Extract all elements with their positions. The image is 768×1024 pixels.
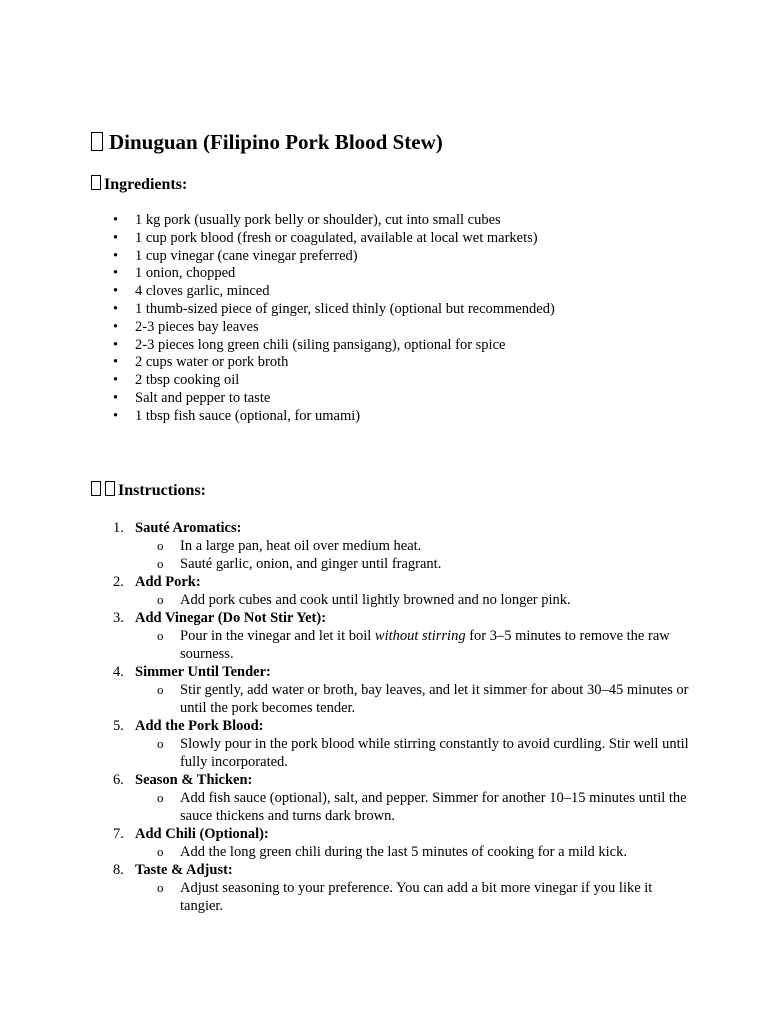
missing-glyph-icon: [105, 481, 115, 496]
ingredient-text: 1 thumb-sized piece of ginger, sliced thinly (optional but recommended): [135, 300, 555, 317]
instruction-step: [91, 519, 691, 573]
substep-list: [135, 681, 691, 717]
instruction-step: [91, 861, 691, 915]
step-number: 7.: [113, 826, 124, 842]
bullet-icon: •: [113, 265, 119, 282]
ingredient-item: [91, 248, 711, 266]
ingredient-item: [91, 390, 711, 408]
substep-list: [135, 789, 691, 825]
substep-text: Add fish sauce (optional), salt, and pepper. Simmer for another 10–15 minutes until the sauce thickens and turns dark brown.: [180, 790, 687, 824]
step-title: Simmer Until Tender:: [135, 664, 271, 680]
missing-glyph-icon: [91, 175, 101, 190]
circle-bullet-icon: o: [157, 628, 164, 643]
bullet-icon: •: [113, 354, 119, 371]
ingredient-text: 1 tbsp fish sauce (optional, for umami): [135, 407, 361, 424]
ingredient-text: 1 cup vinegar (cane vinegar preferred): [135, 247, 358, 264]
substep-text: Add pork cubes and cook until lightly browned and no longer pink.: [180, 592, 571, 608]
circle-bullet-icon: o: [157, 790, 164, 805]
circle-bullet-icon: o: [157, 844, 164, 859]
missing-glyph-icon: [91, 481, 101, 496]
recipe-title-text: Dinuguan (Filipino Pork Blood Stew): [109, 130, 443, 154]
bullet-icon: •: [113, 300, 119, 317]
substep-text-after: for 3–5 minutes to remove the raw sourness.: [180, 628, 670, 662]
circle-bullet-icon: o: [157, 556, 164, 571]
ingredient-list: [91, 212, 711, 426]
instruction-step: [91, 609, 691, 663]
instructions-heading: [91, 481, 206, 501]
substep-item: [135, 537, 691, 555]
step-title: Season & Thicken:: [135, 772, 253, 788]
step-title: Add Chili (Optional):: [135, 826, 269, 842]
substep-list: [135, 537, 691, 573]
substep-emphasis: without stirring: [374, 628, 466, 644]
substep-item: [135, 591, 691, 609]
circle-bullet-icon: o: [157, 736, 164, 751]
ingredient-item: [91, 301, 711, 319]
substep-item: [135, 789, 691, 825]
substep-item: [135, 627, 691, 663]
ingredients-heading: [91, 175, 187, 195]
bullet-icon: •: [113, 247, 119, 264]
substep-text: In a large pan, heat oil over medium heat.: [180, 538, 422, 554]
ingredient-text: 4 cloves garlic, minced: [135, 283, 270, 300]
bullet-icon: •: [113, 212, 119, 228]
step-number: 8.: [113, 862, 124, 878]
instruction-step: [91, 717, 691, 771]
step-title: Add the Pork Blood:: [135, 718, 264, 734]
step-title: Add Vinegar (Do Not Stir Yet):: [135, 610, 327, 626]
substep-list: [135, 627, 691, 663]
circle-bullet-icon: o: [157, 880, 164, 895]
step-number: 1.: [113, 520, 124, 536]
ingredient-item: [91, 408, 711, 426]
ingredients-heading-text: Ingredients:: [104, 176, 188, 193]
ingredient-item: [91, 212, 711, 230]
substep-item: [135, 555, 691, 573]
ingredient-item: [91, 337, 711, 355]
instruction-step: [91, 663, 691, 717]
substep-list: [135, 735, 691, 771]
instruction-list: [91, 519, 691, 915]
bullet-icon: •: [113, 283, 119, 300]
substep-list: [135, 843, 691, 861]
substep-text: Slowly pour in the pork blood while stirring constantly to avoid curdling. Stir well until fully incorporated.: [180, 736, 689, 770]
substep-text: Sauté garlic, onion, and ginger until fragrant.: [180, 556, 442, 572]
substep-text-before: Pour in the vinegar and let it boil: [180, 628, 375, 644]
step-number: 3.: [113, 610, 124, 626]
step-number: 6.: [113, 772, 124, 788]
instruction-step: [91, 573, 691, 609]
substep-list: [135, 879, 691, 915]
recipe-title: [91, 128, 443, 156]
substep-item: [135, 735, 691, 771]
substep-list: [135, 591, 691, 609]
instruction-step: [91, 825, 691, 861]
circle-bullet-icon: o: [157, 682, 164, 697]
substep-text: Add the long green chili during the last 5 minutes of cooking for a mild kick.: [180, 844, 627, 860]
ingredient-item: [91, 230, 711, 248]
missing-glyph-icon: [91, 132, 103, 151]
instruction-step: [91, 771, 691, 825]
substep-item: [135, 879, 691, 915]
bullet-icon: •: [113, 336, 119, 353]
ingredient-text: 1 cup pork blood (fresh or coagulated, available at local wet markets): [135, 229, 538, 246]
substep-text: Stir gently, add water or broth, bay leaves, and let it simmer for about 30–45 minutes or until the pork becomes tender.: [180, 682, 689, 716]
ingredient-item: [91, 354, 711, 372]
instructions-heading-text: Instructions:: [118, 482, 207, 499]
bullet-icon: •: [113, 318, 119, 335]
step-number: 2.: [113, 574, 124, 590]
step-title: Taste & Adjust:: [135, 862, 233, 878]
substep-text: Adjust seasoning to your preference. You can add a bit more vinegar if you like it tangier.: [180, 880, 653, 914]
bullet-icon: •: [113, 372, 119, 389]
ingredient-item: [91, 283, 711, 301]
bullet-icon: •: [113, 389, 119, 406]
ingredient-text: 2 cups water or pork broth: [135, 354, 289, 371]
ingredient-item: [91, 265, 711, 283]
ingredient-text: 1 kg pork (usually pork belly or shoulder), cut into small cubes: [135, 212, 501, 228]
ingredient-text: 2 tbsp cooking oil: [135, 372, 240, 389]
substep-item: [135, 843, 691, 861]
ingredient-item: [91, 372, 711, 390]
step-title: Add Pork:: [135, 574, 201, 590]
bullet-icon: •: [113, 407, 119, 424]
substep-item: [135, 681, 691, 717]
ingredient-text: 2-3 pieces long green chili (siling pansigang), optional for spice: [135, 336, 506, 353]
ingredient-item: [91, 319, 711, 337]
ingredient-text: 2-3 pieces bay leaves: [135, 318, 259, 335]
step-title: Sauté Aromatics:: [135, 520, 242, 536]
step-number: 4.: [113, 664, 124, 680]
step-number: 5.: [113, 718, 124, 734]
circle-bullet-icon: o: [157, 592, 164, 607]
ingredient-text: Salt and pepper to taste: [135, 389, 271, 406]
ingredient-text: 1 onion, chopped: [135, 265, 236, 282]
circle-bullet-icon: o: [157, 538, 164, 553]
bullet-icon: •: [113, 229, 119, 246]
